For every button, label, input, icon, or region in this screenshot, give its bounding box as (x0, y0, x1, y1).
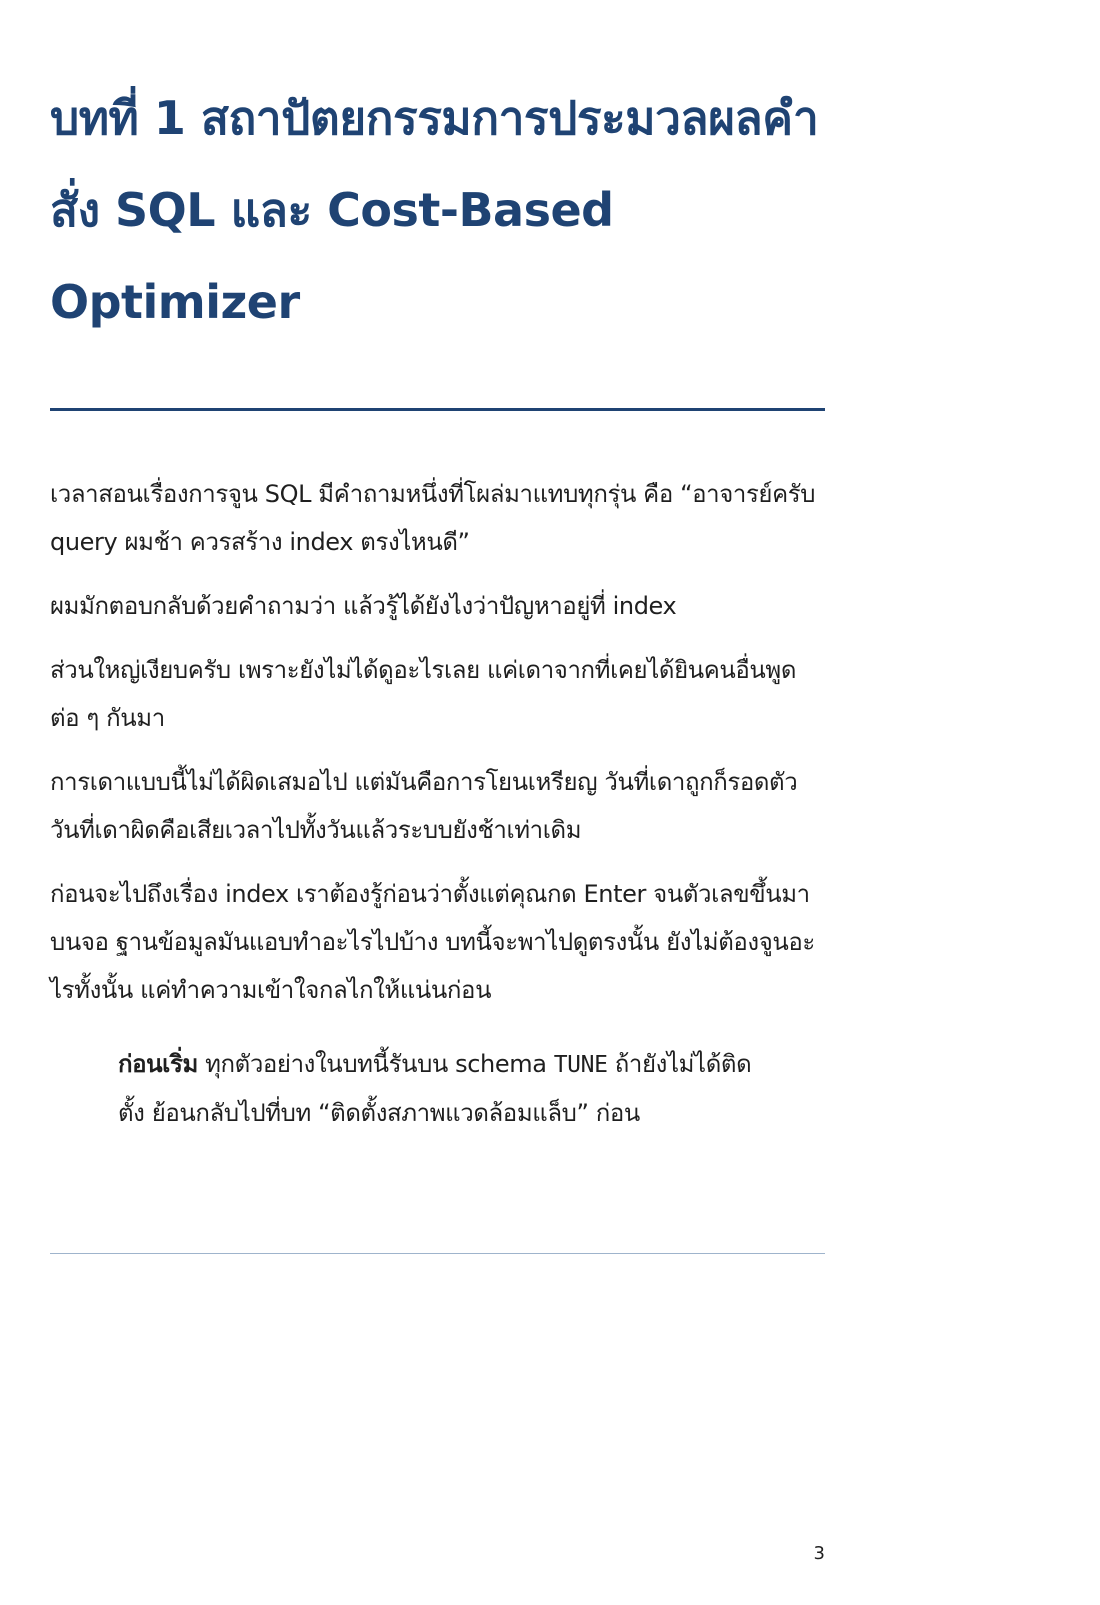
chapter-body (50, 470, 825, 1137)
schema-name: TUNE (553, 1052, 608, 1078)
page-number: 3 (813, 1543, 825, 1564)
section-end-divider (50, 1253, 825, 1254)
body-paragraph: ก่อนจะไปถึงเรื่อง index เราต้องรู้ก่อนว่าตั้งแต่คุณกด Enter จนตัวเลขขึ้นมาบนจอ ฐานข้อมูลมันแอบทำอะไรไปบ้าง บทนี้จะพาไปดูตรงนั้น ยังไม่ต้องจูนอะไรทั้งนั้น แค่ทำความเข้าใจกลไกให้แน่นก่อน (50, 880, 815, 1004)
before-you-start-note (118, 1040, 758, 1137)
document-page (50, 0, 825, 1605)
body-paragraph: เวลาสอนเรื่องการจูน SQL มีคำถามหนึ่งที่โผล่มาแทบทุกรุ่น คือ “อาจารย์ครับ query ผมช้า ควรสร้าง index ตรงไหนดี” (50, 480, 816, 556)
chapter-title: บทที่ 1 สถาปัตยกรรมการประมวลผลคำสั่ง SQL และ Cost-Based Optimizer (50, 91, 819, 329)
body-paragraph: การเดาแบบนี้ไม่ได้ผิดเสมอไป แต่มันคือการโยนเหรียญ วันที่เดาถูกก็รอดตัว วันที่เดาผิดคือเสียเวลาไปทั้งวันแล้วระบบยังช้าเท่าเดิม (50, 768, 798, 844)
note-text-before: ทุกตัวอย่างในบทนี้รันบน schema (197, 1050, 554, 1078)
body-paragraph: ส่วนใหญ่เงียบครับ เพราะยังไม่ได้ดูอะไรเลย แค่เดาจากที่เคยได้ยินคนอื่นพูดต่อ ๆ กันมา (50, 656, 797, 732)
note-label: ก่อนเริ่ม (118, 1050, 198, 1078)
body-paragraph: ผมมักตอบกลับด้วยคำถามว่า แล้วรู้ได้ยังไงว่าปัญหาอยู่ที่ index (50, 592, 677, 620)
title-divider (50, 408, 825, 411)
note-text-after: ถ้ายังไม่ได้ติดตั้ง ย้อนกลับไปที่บท “ติดตั้งสภาพแวดล้อมแล็บ” ก่อน (118, 1050, 752, 1127)
